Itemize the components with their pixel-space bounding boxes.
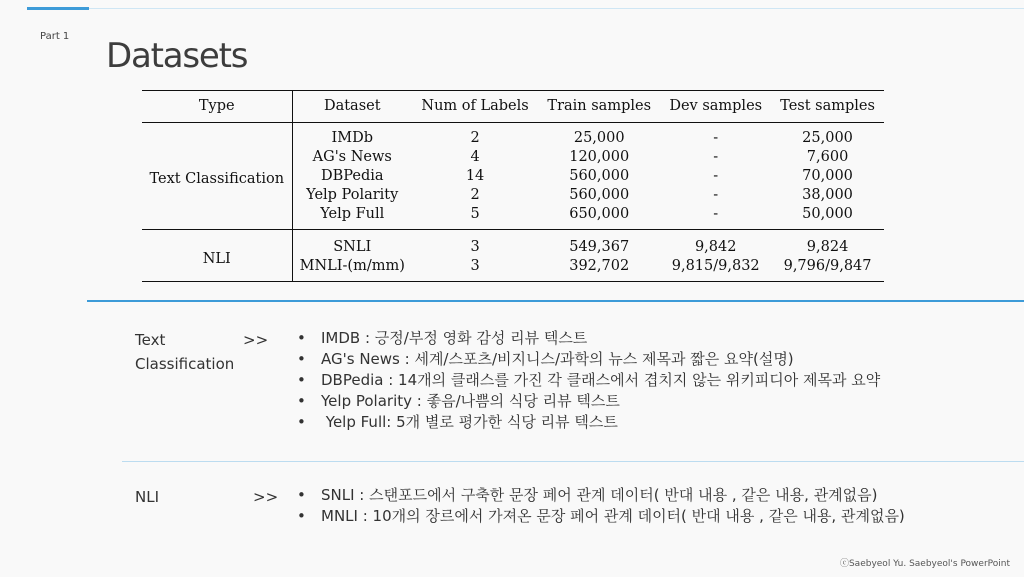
cell-test: 25,000 <box>802 130 853 146</box>
cell-dataset: MNLI-(m/mm) <box>299 258 405 274</box>
cell-dev: 9,815/9,832 <box>671 258 760 274</box>
cell-dev: - <box>713 187 719 203</box>
cell-dev: - <box>713 149 719 165</box>
cell-num-labels: 14 <box>465 168 485 184</box>
list-item: • SNLI : 스탠포드에서 구축한 문장 페어 관계 데이터( 반대 내용 , 같은 내용, 관계없음) <box>297 485 905 506</box>
header-test-samples: Test samples <box>780 98 875 114</box>
cell-test: 70,000 <box>802 168 853 184</box>
top-accent-bar <box>27 7 89 10</box>
cell-train: 560,000 <box>569 187 630 203</box>
cell-train: 560,000 <box>569 168 630 184</box>
table-header-row <box>142 91 884 123</box>
cell-dataset: Yelp Full <box>320 206 385 222</box>
section-label-line2: Classification <box>135 355 235 373</box>
cell-train: 120,000 <box>569 149 630 165</box>
section-label: NLI <box>135 488 160 506</box>
cell-train: 25,000 <box>573 130 625 146</box>
cell-test: 7,600 <box>806 149 849 165</box>
header-dev-samples: Dev samples <box>669 98 763 114</box>
cell-dataset: IMDb <box>331 130 373 146</box>
top-rule <box>89 8 1024 9</box>
cell-test: 9,796/9,847 <box>783 258 872 274</box>
table-group-nli <box>142 230 884 282</box>
cell-dev: 9,842 <box>694 239 737 255</box>
nli-section <box>135 485 1015 535</box>
cell-num-labels: 2 <box>470 187 480 203</box>
thin-divider <box>122 461 1024 462</box>
list-item: • DBPedia : 14개의 클래스를 가진 각 클래스에서 겹치지 않는 위키피디아 제목과 요약 <box>297 370 880 391</box>
cell-dataset: DBPedia <box>320 168 384 184</box>
cell-test: 38,000 <box>802 187 853 203</box>
section-label <box>135 328 245 376</box>
table-group-text-classification <box>142 123 884 230</box>
cell-train: 392,702 <box>569 258 630 274</box>
header-num-labels: Num of Labels <box>421 98 529 114</box>
cell-num-labels: 3 <box>470 239 480 255</box>
cell-dev: - <box>713 168 719 184</box>
list-item: • IMDB : 긍정/부정 영화 감성 리뷰 텍스트 <box>297 328 880 349</box>
cell-dataset: Yelp Polarity <box>306 187 399 203</box>
list-item: • Yelp Polarity : 좋음/나쁨의 식당 리뷰 텍스트 <box>297 391 880 412</box>
cell-num-labels: 4 <box>470 149 480 165</box>
dataset-table <box>142 90 884 282</box>
copyright-notice: ⓒSaebyeol Yu. Saebyeol's PowerPoint <box>839 559 1010 569</box>
header-train-samples: Train samples <box>547 98 652 114</box>
type-cell: Text Classification <box>142 123 292 230</box>
cell-train: 650,000 <box>569 206 630 222</box>
part-label: Part 1 <box>40 31 70 42</box>
header-type: Type <box>142 91 292 123</box>
bullet-list <box>297 328 880 433</box>
section-label-line1: Text <box>135 331 166 349</box>
cell-dataset: SNLI <box>333 239 372 255</box>
cell-dev: - <box>713 206 719 222</box>
table-row <box>142 230 884 258</box>
arrow-marker: >> <box>253 488 279 506</box>
arrow-marker: >> <box>243 331 269 349</box>
list-item: • Yelp Full: 5개 별로 평가한 식당 리뷰 텍스트 <box>297 412 880 433</box>
cell-dataset: AG's News <box>312 149 392 165</box>
type-cell: NLI <box>142 230 292 282</box>
table-row <box>142 123 884 149</box>
cell-num-labels: 5 <box>470 206 480 222</box>
section-divider <box>87 300 1024 302</box>
cell-test: 9,824 <box>806 239 849 255</box>
cell-num-labels: 3 <box>470 258 480 274</box>
cell-num-labels: 2 <box>470 130 480 146</box>
cell-dev: - <box>713 130 719 146</box>
cell-test: 50,000 <box>802 206 853 222</box>
bullet-list <box>297 485 905 527</box>
cell-train: 549,367 <box>569 239 630 255</box>
list-item: • AG's News : 세계/스포츠/비지니스/과학의 뉴스 제목과 짧은 요약(설명) <box>297 349 880 370</box>
slide-title: Datasets <box>106 36 248 76</box>
list-item: • MNLI : 10개의 장르에서 가져온 문장 페어 관계 데이터( 반대 내용 , 같은 내용, 관계없음) <box>297 506 905 527</box>
header-dataset: Dataset <box>323 98 381 114</box>
text-classification-section <box>135 328 1015 438</box>
